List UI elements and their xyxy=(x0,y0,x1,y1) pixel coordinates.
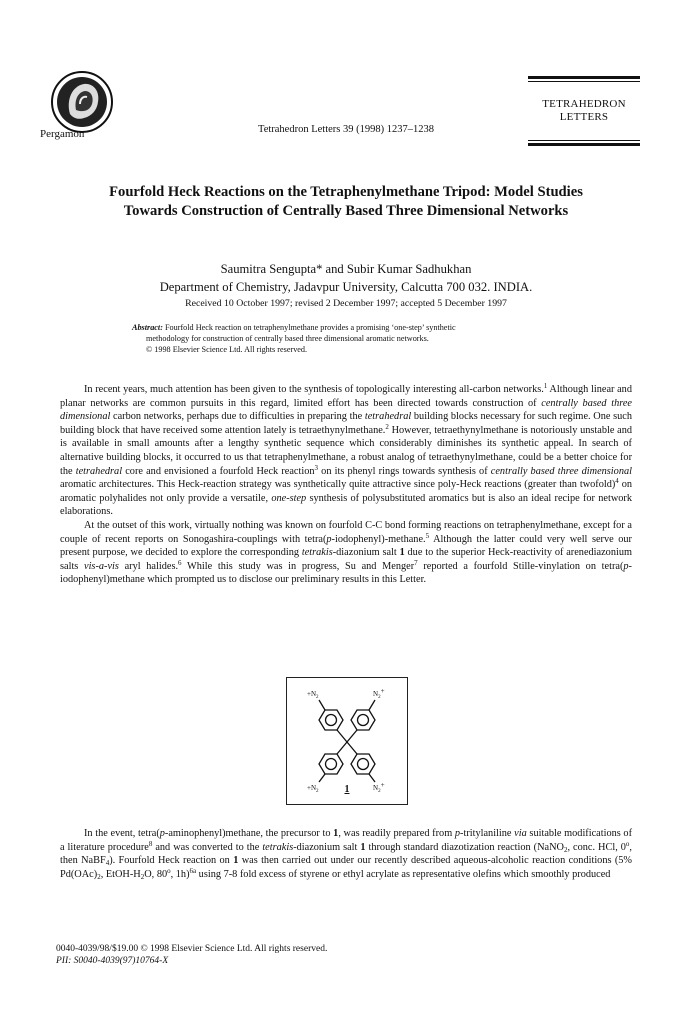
title-line-2: Towards Construction of Centrally Based Three Dimensional Networks xyxy=(123,203,569,219)
journal-name-line2: LETTERS xyxy=(559,111,609,123)
diazonium-label-bottom-left: $+N_2$ xyxy=(307,784,319,794)
diazonium-label-top-left: $+N_2$ xyxy=(307,690,319,700)
abstract-copyright: © 1998 Elsevier Science Ltd. All rights reserved. xyxy=(146,345,308,354)
structure-figure xyxy=(286,677,408,805)
footer-issn: 0040-4039/98/$19.00 © 1998 Elsevier Science Ltd. All rights reserved. xyxy=(56,944,328,954)
structure-bonds xyxy=(319,700,375,782)
journal-name xyxy=(528,98,640,124)
paragraph-2: At the outset of this work, virtually nothing was known on fourfold C-C bond forming reactions on tetraphenylmethane, except for a couple of recent reports on Sonogashira-couplings with tetra(p-iodophenyl)-methane.$^5$ Although the latter could very well serve our present purpose, we decided to explore the corresponding tetrakis-diazonium salt 1 due to the superior Heck-reactivity of arenediazonium salts vis-a-vis aryl halides.$^6$ While this study was in progress, Su and Menger$^7$ reported a fourfold Stille-vinylation on tetra(p-iodophenyl)methane which prompted us to disclose our preliminary results in this Letter. xyxy=(60,519,632,586)
affiliation: Department of Chemistry, Jadavpur University, Calcutta 700 032. INDIA. xyxy=(159,280,533,294)
received-dates: Received 10 October 1997; revised 2 December 1997; accepted 5 December 1997 xyxy=(185,298,507,309)
header-rule-bottom-thin xyxy=(528,140,640,141)
authors: Saumitra Sengupta* and Subir Kumar Sadhukhan xyxy=(220,262,472,276)
compound-number: 1 xyxy=(344,784,350,795)
paper-title xyxy=(60,183,632,221)
header-rule-top-thin xyxy=(528,81,640,82)
abstract-label: Abstract: xyxy=(132,323,163,332)
abstract-line-1: Fourfold Heck reaction on tetraphenylmethane provides a promising ‘one-step’ synthetic xyxy=(164,323,456,332)
paragraph-3: In the event, tetra(p-aminophenyl)methane, the precursor to 1, was readily prepared from p-tritylaniline via suitable modifications of a literature procedure$^8$ and was converted to the tetrakis-diazonium salt 1 through standard diazotization reaction (NaNO$_2$, conc. HCl, 0$^o$, then NaBF$_4$). Fourfold Heck reaction on 1 was then carried out under our recently described aqueous-alcoholic reaction conditions (5% $Pd(OAc)_2$, EtOH-$H_2O$, 80$^o$, 1h)$^{6a}$ using 7-8 fold excess of styrene or ethyl acrylate as representative olefins which smoothly produced xyxy=(60,828,633,881)
header-rule-bottom xyxy=(528,143,640,146)
paragraph-1: In recent years, much attention has been given to the synthesis of topologically interesting all-carbon networks.$^1$ Although linear and planar networks are common pursuits in this regard, limited effort has been directed towards construction of centrally based three dimensional carbon networks, perhaps due to difficulties in preparing the tetrahedral building blocks necessary for such regime. One such building block that have received some attention lately is tetraethynylmethane.$^2$ However, tetraethynylmethane is notoriously unstable and is available in small amounts after a lengthy synthetic sequence which considerably diminishes its synthetic appeal. In search of alternative building blocks, it occurred to us that tetraphenylmethane, a robust analog of tetraethynylmethane, could be a better choice for the tetrahedral core and envisioned a fourfold Heck reaction$^3$ on its phenyl rings towards synthesis of centrally based three dimensional aromatic architectures. This Heck-reaction strategy was synthetically quite attractive since poly-Heck reactions (greater than twofold)$^4$ on aromatic polyhalides not only provide a versatile, one-step synthesis of polysubstituted aromatics but is also an ideal recipe for network elaborations. xyxy=(60,382,633,518)
footer-pii: PII: S0040-4039(97)10764-X xyxy=(56,956,169,966)
abstract-line-2: methodology for construction of centrally based three dimensional aromatic networks. xyxy=(146,334,429,343)
publisher-name: Pergamon xyxy=(40,128,85,140)
header-rule-top xyxy=(528,76,640,79)
diazonium-label-top-right: $N_2+$ xyxy=(373,687,385,700)
title-line-1: Fourfold Heck Reactions on the Tetraphenylmethane Tripod: Model Studies xyxy=(109,184,583,200)
body-text-part-1 xyxy=(60,383,632,587)
footer xyxy=(56,943,327,967)
diazonium-label-bottom-right: $N_2+$ xyxy=(373,781,385,794)
body-text-part-2 xyxy=(60,827,632,881)
journal-name-line1: TETRAHEDRON xyxy=(542,98,626,110)
abstract xyxy=(132,322,552,355)
journal-citation: Tetrahedron Letters 39 (1998) 1237–1238 xyxy=(258,124,434,135)
